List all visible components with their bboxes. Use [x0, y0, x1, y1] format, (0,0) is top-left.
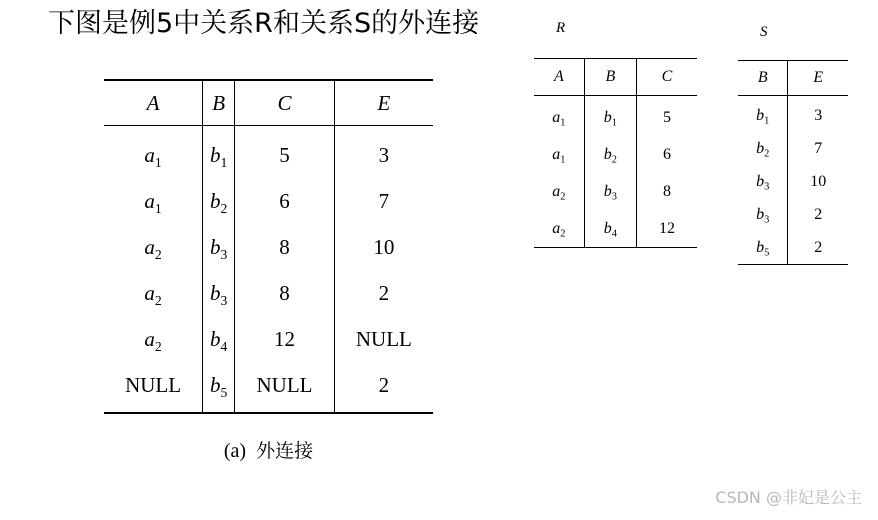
- column-header: C: [636, 59, 697, 96]
- header-row: [738, 61, 848, 96]
- table-cell: [203, 316, 235, 362]
- table-cell: 10: [334, 224, 433, 270]
- table-cell: [203, 362, 235, 413]
- cell-symbol: a: [144, 280, 155, 305]
- cell-symbol: b: [756, 106, 765, 124]
- outer-join-table: [104, 79, 433, 414]
- table-row: [104, 362, 433, 413]
- table-cell: [738, 96, 788, 133]
- relation-s-label: S: [760, 24, 768, 40]
- table-cell: [534, 210, 584, 248]
- watermark: CSDN @非妃是公主: [715, 488, 862, 507]
- table-cell: NULL: [334, 316, 433, 362]
- cell-subscript: 1: [220, 154, 228, 170]
- table-cell: [104, 178, 203, 224]
- table-row: [104, 316, 433, 362]
- cell-subscript: 2: [764, 148, 770, 160]
- cell-subscript: 1: [611, 117, 617, 129]
- caption-text: 外连接: [256, 440, 314, 462]
- table-cell: 5: [636, 96, 697, 137]
- cell-symbol: a: [552, 108, 561, 126]
- cell-symbol: a: [552, 219, 561, 237]
- cell-symbol: b: [756, 205, 765, 223]
- table-cell: [534, 96, 584, 137]
- cell-symbol: b: [756, 238, 765, 256]
- cell-symbol: a: [144, 142, 155, 167]
- column-header: E: [334, 80, 433, 126]
- column-header: E: [788, 61, 848, 96]
- cell-symbol: b: [603, 182, 612, 200]
- table-row: [104, 126, 433, 179]
- column-header: B: [738, 61, 788, 96]
- table-cell: [203, 224, 235, 270]
- cell-subscript: 1: [560, 117, 566, 129]
- cell-subscript: 4: [611, 228, 617, 240]
- table-cell: 2: [788, 198, 848, 231]
- table-cell: 12: [636, 210, 697, 248]
- table-cell: 5: [235, 126, 335, 179]
- cell-symbol: a: [552, 182, 561, 200]
- table-cell: [738, 231, 788, 265]
- cell-symbol: a: [144, 234, 155, 259]
- table-cell: [534, 173, 584, 210]
- relation-r-table: [534, 58, 697, 248]
- cell-subscript: 3: [764, 181, 770, 193]
- cell-subscript: 5: [220, 384, 228, 400]
- header-row: [534, 59, 697, 96]
- table-cell: 6: [235, 178, 335, 224]
- table-cell: 8: [235, 224, 335, 270]
- table-cell: [203, 178, 235, 224]
- table-cell: [104, 316, 203, 362]
- cell-subscript: 1: [764, 115, 770, 127]
- relation-s-table: [738, 60, 848, 265]
- cell-symbol: a: [552, 145, 561, 163]
- cell-subscript: 2: [154, 338, 162, 354]
- table-row: [534, 210, 697, 248]
- table-cell: 3: [334, 126, 433, 179]
- cell-subscript: 2: [154, 246, 162, 262]
- relation-r-label: R: [556, 20, 566, 36]
- table-cell: [738, 165, 788, 198]
- cell-subscript: 1: [154, 154, 162, 170]
- cell-symbol: b: [210, 188, 221, 213]
- table-cell: 12: [235, 316, 335, 362]
- table-cell: [203, 270, 235, 316]
- table-row: [738, 132, 848, 165]
- cell-symbol: b: [210, 280, 221, 305]
- table-row: [738, 165, 848, 198]
- cell-symbol: b: [210, 142, 221, 167]
- cell-subscript: 1: [560, 154, 566, 166]
- table-cell: 8: [235, 270, 335, 316]
- table-cell: 2: [788, 231, 848, 265]
- page-heading: 下图是例5中关系R和关系S的外连接: [48, 8, 480, 39]
- cell-subscript: 4: [220, 338, 228, 354]
- caption-label: (a): [223, 440, 247, 462]
- column-header: B: [584, 59, 636, 96]
- cell-subscript: 3: [764, 214, 770, 226]
- table-cell: [104, 270, 203, 316]
- table-row: [534, 173, 697, 210]
- table-cell: 8: [636, 173, 697, 210]
- cell-symbol: b: [603, 145, 612, 163]
- cell-symbol: a: [144, 188, 155, 213]
- table-cell: 2: [334, 270, 433, 316]
- table-cell: 3: [788, 96, 848, 133]
- cell-subscript: 2: [611, 154, 617, 166]
- table-cell: 7: [788, 132, 848, 165]
- table-cell: [584, 173, 636, 210]
- table-cell: [738, 198, 788, 231]
- cell-subscript: 2: [154, 292, 162, 308]
- table-cell: [534, 136, 584, 173]
- table-row: [104, 224, 433, 270]
- cell-subscript: 2: [560, 191, 566, 203]
- cell-symbol: b: [603, 108, 612, 126]
- cell-subscript: 3: [220, 292, 228, 308]
- column-header: C: [235, 80, 335, 126]
- table-cell: [584, 96, 636, 137]
- table-cell: [584, 210, 636, 248]
- cell-symbol: b: [210, 234, 221, 259]
- table-row: [738, 231, 848, 265]
- table-row: [738, 198, 848, 231]
- table-cell: [584, 136, 636, 173]
- cell-symbol: b: [756, 139, 765, 157]
- table-row: [534, 136, 697, 173]
- table-cell: NULL: [125, 372, 182, 397]
- table-cell: [738, 132, 788, 165]
- table-row: [104, 270, 433, 316]
- table-cell: 2: [334, 362, 433, 413]
- table-cell: [104, 224, 203, 270]
- cell-subscript: 5: [764, 247, 770, 259]
- table-cell: [104, 126, 203, 179]
- table-cell: [203, 126, 235, 179]
- table-cell: 6: [636, 136, 697, 173]
- cell-subscript: 1: [154, 200, 162, 216]
- header-row: [104, 80, 433, 126]
- cell-symbol: b: [756, 172, 765, 190]
- table-row: [534, 96, 697, 137]
- cell-subscript: 2: [560, 228, 566, 240]
- table-row: [738, 96, 848, 133]
- column-header: A: [104, 80, 203, 126]
- cell-symbol: b: [603, 219, 612, 237]
- column-header: B: [203, 80, 235, 126]
- table-row: [104, 178, 433, 224]
- column-header: A: [534, 59, 584, 96]
- table-cell: NULL: [235, 362, 335, 413]
- cell-symbol: b: [210, 326, 221, 351]
- cell-subscript: 3: [220, 246, 228, 262]
- outer-join-caption: [104, 436, 433, 463]
- table-cell: 10: [788, 165, 848, 198]
- cell-subscript: 2: [220, 200, 228, 216]
- cell-symbol: b: [210, 372, 221, 397]
- table-cell: 7: [334, 178, 433, 224]
- cell-subscript: 3: [611, 191, 617, 203]
- cell-symbol: a: [144, 326, 155, 351]
